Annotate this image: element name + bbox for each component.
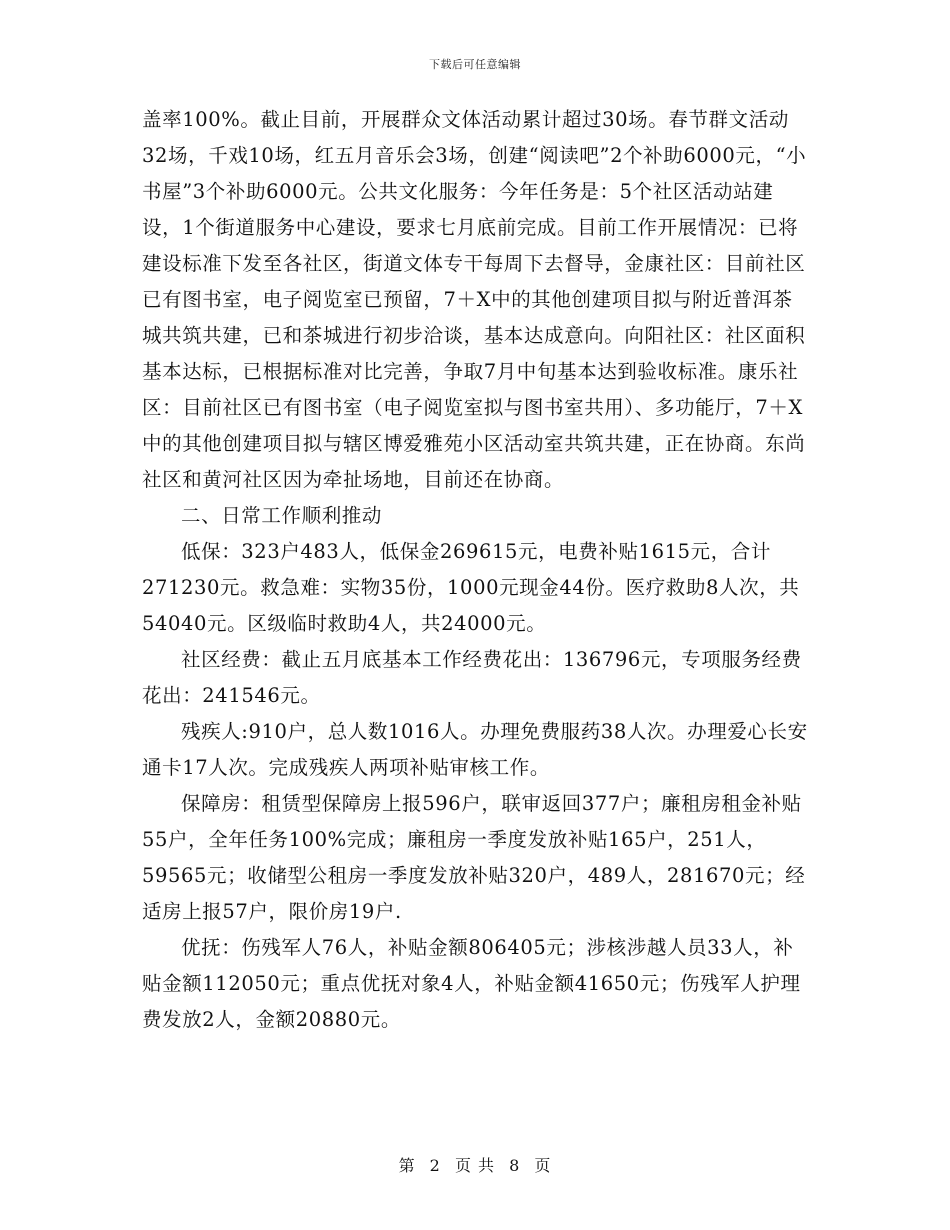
footer-suffix: 页 [534, 1156, 552, 1175]
page-footer [0, 1153, 950, 1176]
paragraph-dibao: 低保：323户483人，低保金269615元，电费补贴1615元，合计271230元。救急难：实物35份，1000元现金44份。医疗救助8人次，共54040元。区级临时救助4人，共24000元。 [142, 540, 800, 635]
paragraph-culture: 盖率100%。截止目前，开展群众文体活动累计超过30场。春节群文活动32场，千戏10场，红五月音乐会3场，创建“阅读吧”2个补助6000元，“小书屋”3个补助6000元。公共文化服务：今年任务是：5个社区活动站建设，1个街道服务中心建设，要求七月底前完成。目前工作开展情况：已将建设标准下发至各社区，街道文体专干每周下去督导，金康社区：目前社区已有图书室，电子阅览室已预留，7＋X中的其他创建项目拟与附近普洱茶城共筑共建，已和茶城进行初步洽谈，基本达成意向。向阳社区：社区面积基本达标，已根据标准对比完善，争取7月中旬基本达到验收标准。康乐社区：目前社区已有图书室（电子阅览室拟与图书室共用）、多功能厅，7＋X中的其他创建项目拟与辖区博爱雅苑小区活动室共筑共建，正在协商。东尚社区和黄河社区因为牵扯场地，目前还在协商。 [142, 108, 807, 491]
footer-middle: 页 共 [454, 1156, 496, 1175]
footer-total-pages: 8 [509, 1156, 521, 1175]
footer-page-number: 2 [429, 1156, 441, 1175]
paragraph-youfu: 优抚：伤残军人76人，补贴金额806405元；涉核涉越人员33人，补贴金额112050元；重点优抚对象4人，补贴金额41650元；伤残军人护理费发放2人，金额20880元。 [142, 936, 801, 1031]
paragraph-housing: 保障房：租赁型保障房上报596户，联审返回377户；廉租房租金补贴55户，全年任务100%完成；廉租房一季度发放补贴165户，251人，59565元；收储型公租房一季度发放补贴320户，489人，281670元；经适房上报57户，限价房19户. [142, 792, 806, 923]
footer-prefix: 第 [398, 1156, 416, 1175]
paragraph-disabled: 残疾人:910户，总人数1016人。办理免费服药38人次。办理爱心长安通卡17人次。完成残疾人两项补贴审核工作。 [142, 720, 808, 779]
paragraph-community-funds: 社区经费：截止五月底基本工作经费花出：136796元，专项服务经费花出：241546元。 [142, 648, 802, 707]
document-body [142, 102, 812, 1038]
section-heading-daily-work: 二、日常工作顺利推动 [181, 504, 383, 527]
page-header: 下载后可任意编辑 [429, 58, 521, 71]
